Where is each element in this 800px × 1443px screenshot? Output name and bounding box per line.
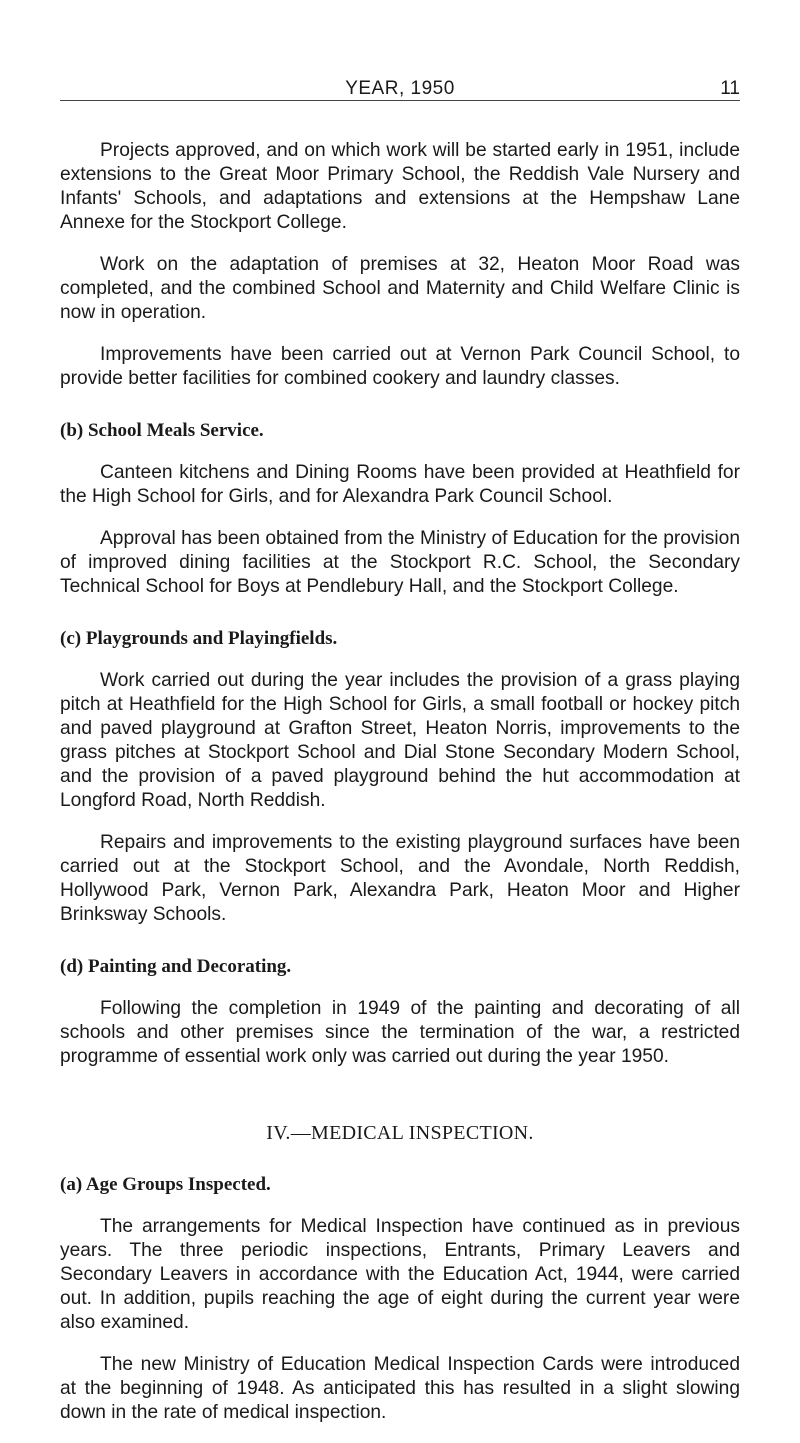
body-text [60, 139, 740, 1425]
paragraph: Canteen kitchens and Dining Rooms have been provided at Heathfield for the High School for Girls, and for Alexandra Park Council School. [60, 462, 740, 507]
paragraph: Following the completion in 1949 of the painting and decorating of all schools and other premises since the termination of the war, a restricted programme of essential work only was carried out during the year 1950. [60, 998, 740, 1067]
paragraph: Work on the adaptation of premises at 32, Heaton Moor Road was completed, and the combined School and Maternity and Child Welfare Clinic is now in operation. [60, 254, 740, 323]
running-title: YEAR, 1950 [345, 78, 455, 99]
paragraph: Projects approved, and on which work will be started early in 1951, include extensions to the Great Moor Primary School, the Reddish Vale Nursery and Infants' Schools, and adaptations and extensions at the Hempshaw Lane Annexe for the Stockport College. [60, 140, 740, 233]
paragraph: Repairs and improvements to the existing playground surfaces have been carried out at the Stockport School, and the Avondale, North Reddish, Hollywood Park, Vernon Park, Alexandra Park, Heaton Moor and Higher Brinksway Schools. [60, 832, 740, 925]
paragraph: Improvements have been carried out at Vernon Park Council School, to provide better facilities for combined cookery and laundry classes. [60, 344, 740, 389]
section-heading-playgrounds: (c) Playgrounds and Playingfields. [60, 628, 338, 649]
paragraph: Approval has been obtained from the Ministry of Education for the provision of improved dining facilities at the Stockport R.C. School, the Secondary Technical School for Boys at Pendlebury Hall, and the Stockport College. [60, 528, 740, 597]
running-header [60, 70, 740, 101]
section-heading-age-groups: (a) Age Groups Inspected. [60, 1174, 271, 1195]
page-number: 11 [720, 78, 740, 99]
paragraph: The new Ministry of Education Medical Inspection Cards were introduced at the beginning of 1948. As anticipated this has resulted in a slight slowing down in the rate of medical inspection. [60, 1354, 740, 1423]
paragraph: The arrangements for Medical Inspection have continued as in previous years. The three periodic inspections, Entrants, Primary Leavers and Secondary Leavers in accordance with the Education Act, 1944, were carried out. In addition, pupils reaching the age of eight during the current year were also examined. [60, 1216, 740, 1333]
chapter-heading-medical-inspection: IV.—MEDICAL INSPECTION. [266, 1122, 534, 1144]
document-page [60, 70, 740, 1443]
section-heading-school-meals: (b) School Meals Service. [60, 420, 264, 441]
paragraph: Work carried out during the year includes the provision of a grass playing pitch at Heathfield for the High School for Girls, a small football or hockey pitch and paved playground at Grafton Street, Heaton Norris, improvements to the grass pitches at Stockport School and Dial Stone Secondary Modern School, and the provision of a paved playground behind the hut accommodation at Longford Road, North Reddish. [60, 670, 740, 811]
section-heading-painting: (d) Painting and Decorating. [60, 956, 292, 977]
